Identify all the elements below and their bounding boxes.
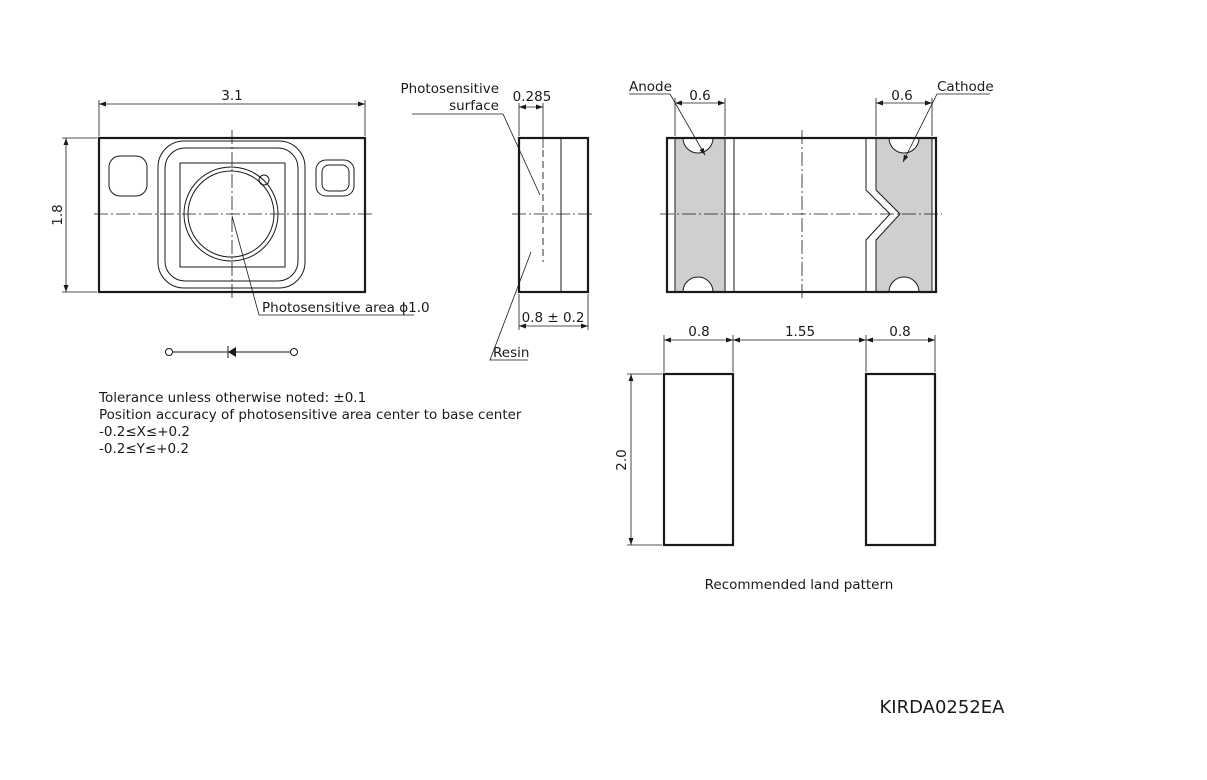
drawing-code: KIRDA0252EA <box>879 697 1005 718</box>
thickness-dimension-text: 0.8 ± 0.2 <box>521 310 585 326</box>
tolerance-notes <box>98 390 522 457</box>
photosensitive-surface-label-line2: surface <box>449 98 499 114</box>
surface-depth-text: 0.285 <box>512 89 552 105</box>
front-left-terminal-window <box>109 156 147 196</box>
anode-label: Anode <box>629 79 672 95</box>
note-line-1: Tolerance unless otherwise noted: ±0.1 <box>99 390 367 406</box>
photosensitive-surface-label-line1: Photosensitive <box>400 81 499 97</box>
note-line-3: -0.2≤X≤+0.2 <box>99 424 190 440</box>
cathode-electrode <box>876 138 932 292</box>
land-pad-left <box>664 374 733 545</box>
resin-leader <box>490 252 531 360</box>
land-pad-right-text: 0.8 <box>889 324 911 340</box>
side-view-body-outline <box>519 138 588 292</box>
note-line-2: Position accuracy of photosensitive area center to base center <box>99 407 522 423</box>
side-view <box>400 81 594 361</box>
land-pad-left-text: 0.8 <box>688 324 710 340</box>
cathode-label: Cathode <box>937 79 994 95</box>
width-dimension-text: 3.1 <box>221 88 243 104</box>
land-pad-right <box>866 374 935 545</box>
photodiode-symbol <box>166 346 298 358</box>
anode-electrode <box>675 138 725 292</box>
note-line-4: -0.2≤Y≤+0.2 <box>99 441 189 457</box>
photosensitive-surface-leader <box>412 114 540 195</box>
front-view <box>50 88 430 358</box>
land-height-text: 2.0 <box>614 449 630 471</box>
height-dimension-text: 1.8 <box>50 204 66 226</box>
cathode-width-text: 0.6 <box>891 88 913 104</box>
resin-label: Resin <box>493 345 530 361</box>
land-pattern <box>614 324 935 593</box>
photosensitive-area-label: Photosensitive area ϕ1.0 <box>262 300 430 316</box>
land-gap-text: 1.55 <box>784 324 816 340</box>
land-pattern-caption: Recommended land pattern <box>704 577 894 593</box>
front-right-terminal-window-inner <box>322 165 349 191</box>
bottom-view <box>629 79 994 298</box>
anode-width-text: 0.6 <box>689 88 711 104</box>
